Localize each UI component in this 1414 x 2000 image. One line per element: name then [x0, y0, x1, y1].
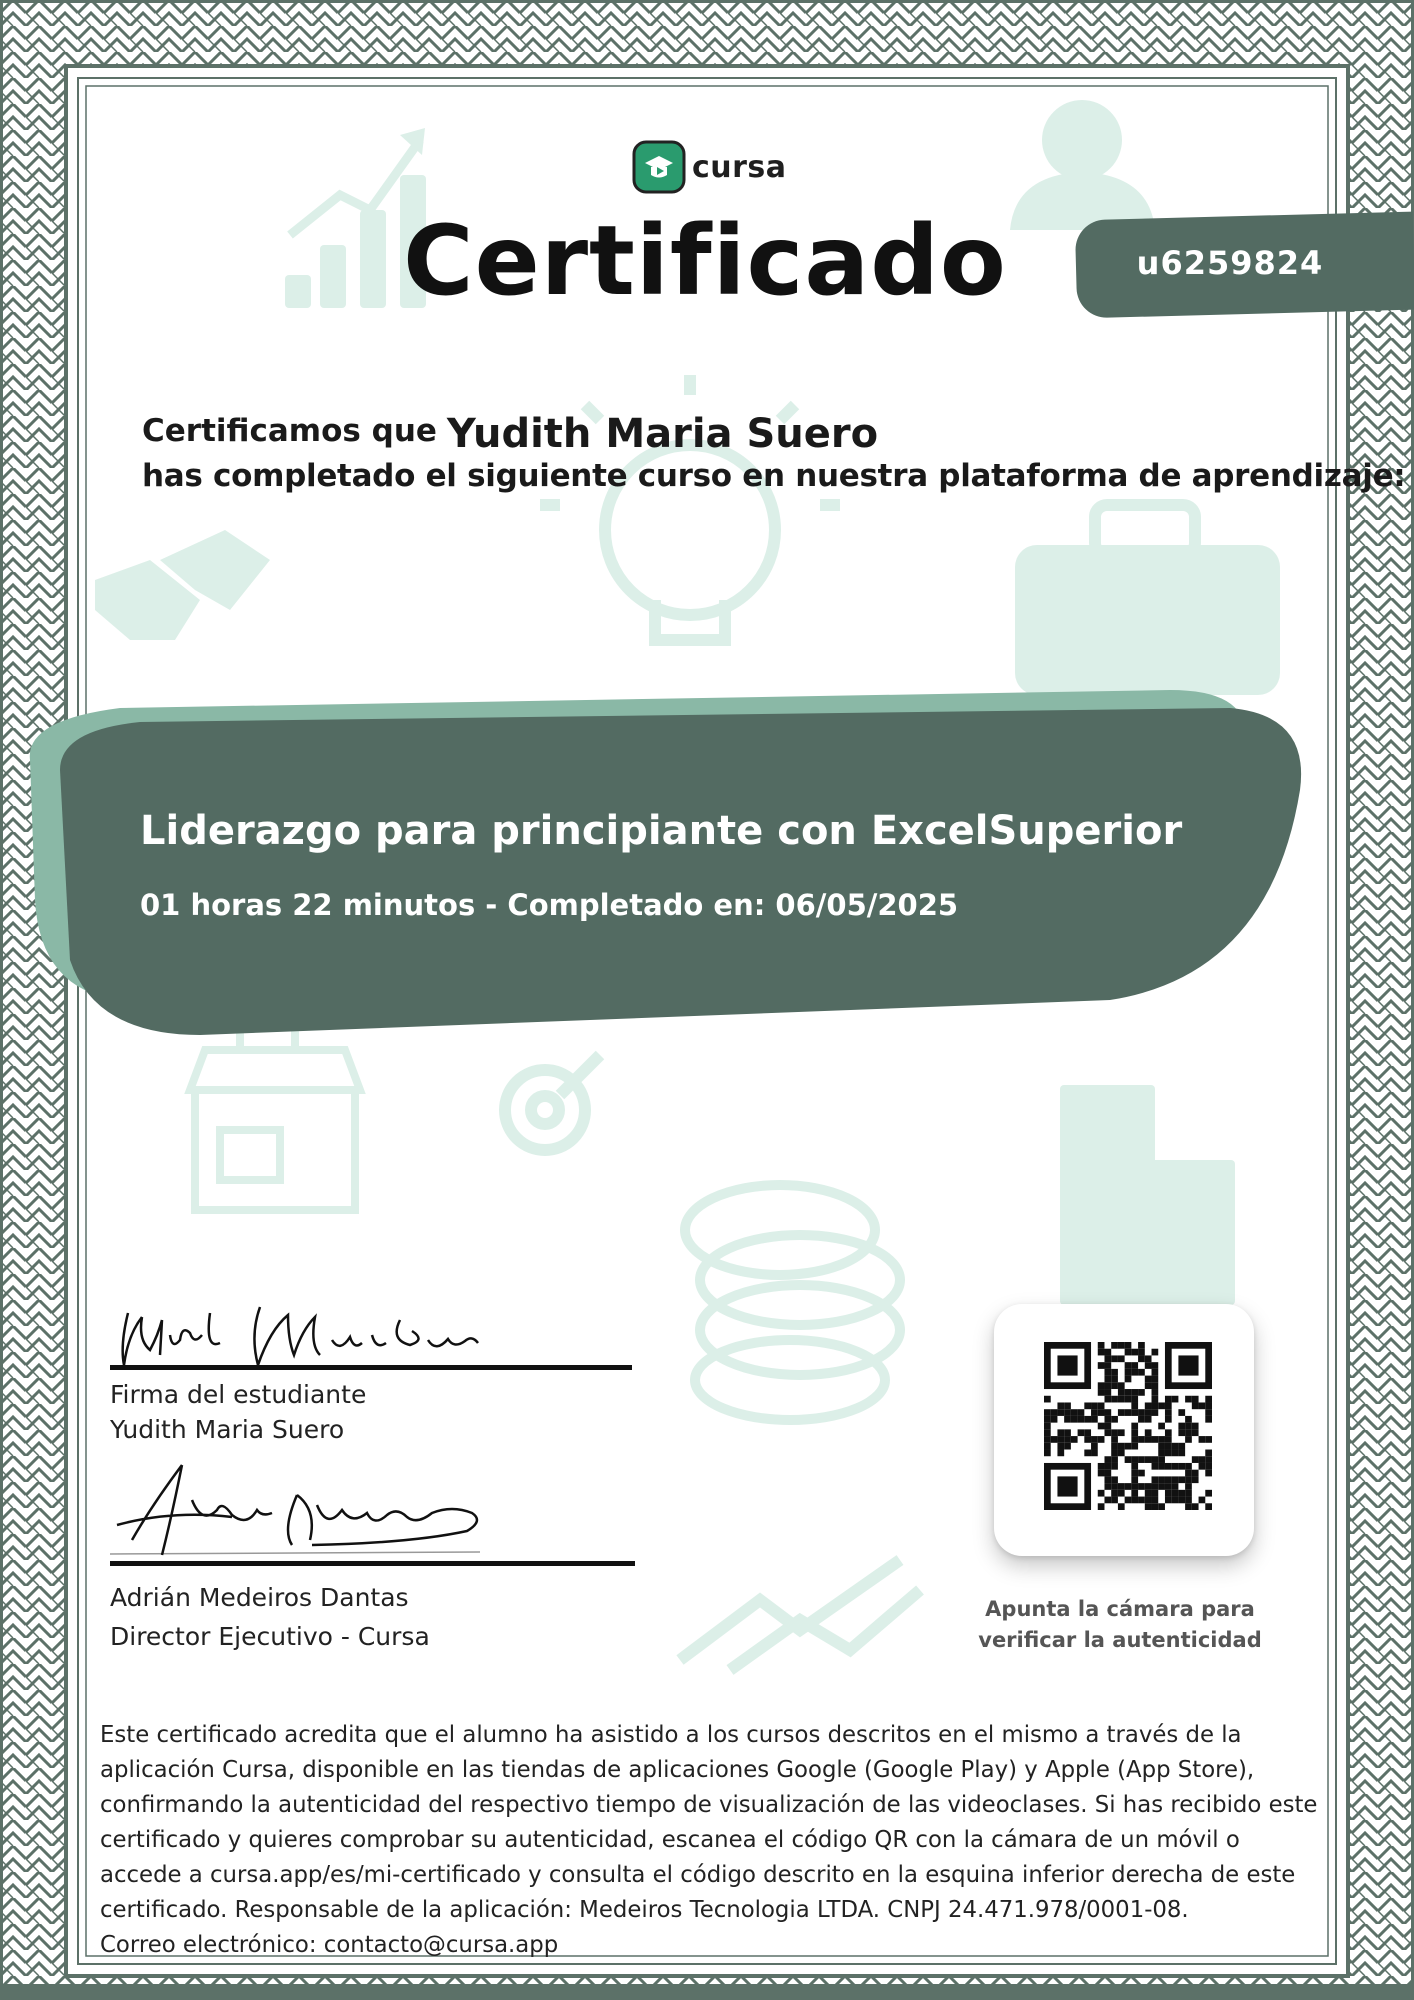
footer-line: Correo electrónico: contacto@cursa.app [100, 1932, 559, 1958]
student-signature-label: Firma del estudiante [110, 1380, 367, 1409]
footer-legal-text [100, 1718, 1332, 1963]
course-title: Liderazgo para principiante con ExcelSuperior [140, 808, 1183, 854]
qr-caption-line1: Apunta la cámara para [985, 1597, 1255, 1621]
target-icon [505, 1055, 600, 1150]
graduation-cap-play-icon [632, 140, 686, 194]
student-name: Yudith Maria Suero [446, 411, 879, 457]
qr-caption-line2: verificar la autenticidad [978, 1628, 1262, 1652]
footer-line: certificado y quieres comprobar su autenticidad, escanea el código QR con la cámara de un móvil o [100, 1827, 1240, 1853]
certificate-code: u6259824 [1136, 244, 1324, 282]
footer-line: confirmando la autenticidad del respectivo tiempo de visualización de las videoclases. Si has recibido este [100, 1792, 1318, 1818]
qr-code-icon[interactable] [1044, 1342, 1212, 1510]
director-signature [112, 1455, 502, 1560]
trend-arrows-icon [680, 1560, 920, 1670]
brand-name: cursa [692, 149, 787, 185]
certification-intro [142, 405, 879, 457]
director-role: Director Ejecutivo - Cursa [110, 1622, 430, 1651]
buildings-icon [1060, 1085, 1235, 1305]
student-signature-line [110, 1365, 632, 1370]
completion-statement: has completado el siguiente curso en nuestra plataforma de aprendizaje: [142, 458, 1406, 494]
briefcase-icon [1015, 505, 1280, 695]
director-name: Adrián Medeiros Dantas [110, 1583, 409, 1612]
handshake-icon [95, 530, 270, 640]
footer-line: accede a cursa.app/es/mi-certificado y consulta el código descrito en la esquina inferior derecha de este [100, 1862, 1296, 1888]
qr-caption [960, 1594, 1280, 1656]
intro-text: Certificamos que [142, 413, 437, 449]
footer-line: certificado. Responsable de la aplicación: Medeiros Tecnologia LTDA. CNPJ 24.471.978/0001-08. [100, 1897, 1189, 1923]
brand-logo [632, 140, 787, 194]
director-signature-line [110, 1561, 635, 1566]
student-name-printed: Yudith Maria Suero [110, 1415, 345, 1444]
footer-line: Este certificado acredita que el alumno ha asistido a los cursos descritos en el mismo a través de la [100, 1722, 1242, 1748]
certificate-title: Certificado [403, 205, 1007, 317]
coin-stack-icon [685, 1185, 900, 1420]
footer-line: aplicación Cursa, disponible en las tiendas de aplicaciones Google (Google Play) y Apple (App Store), [100, 1757, 1255, 1783]
student-signature [110, 1295, 490, 1375]
course-meta: 01 horas 22 minutos - Completado en: 06/05/2025 [140, 888, 959, 922]
qr-card[interactable] [994, 1304, 1254, 1556]
